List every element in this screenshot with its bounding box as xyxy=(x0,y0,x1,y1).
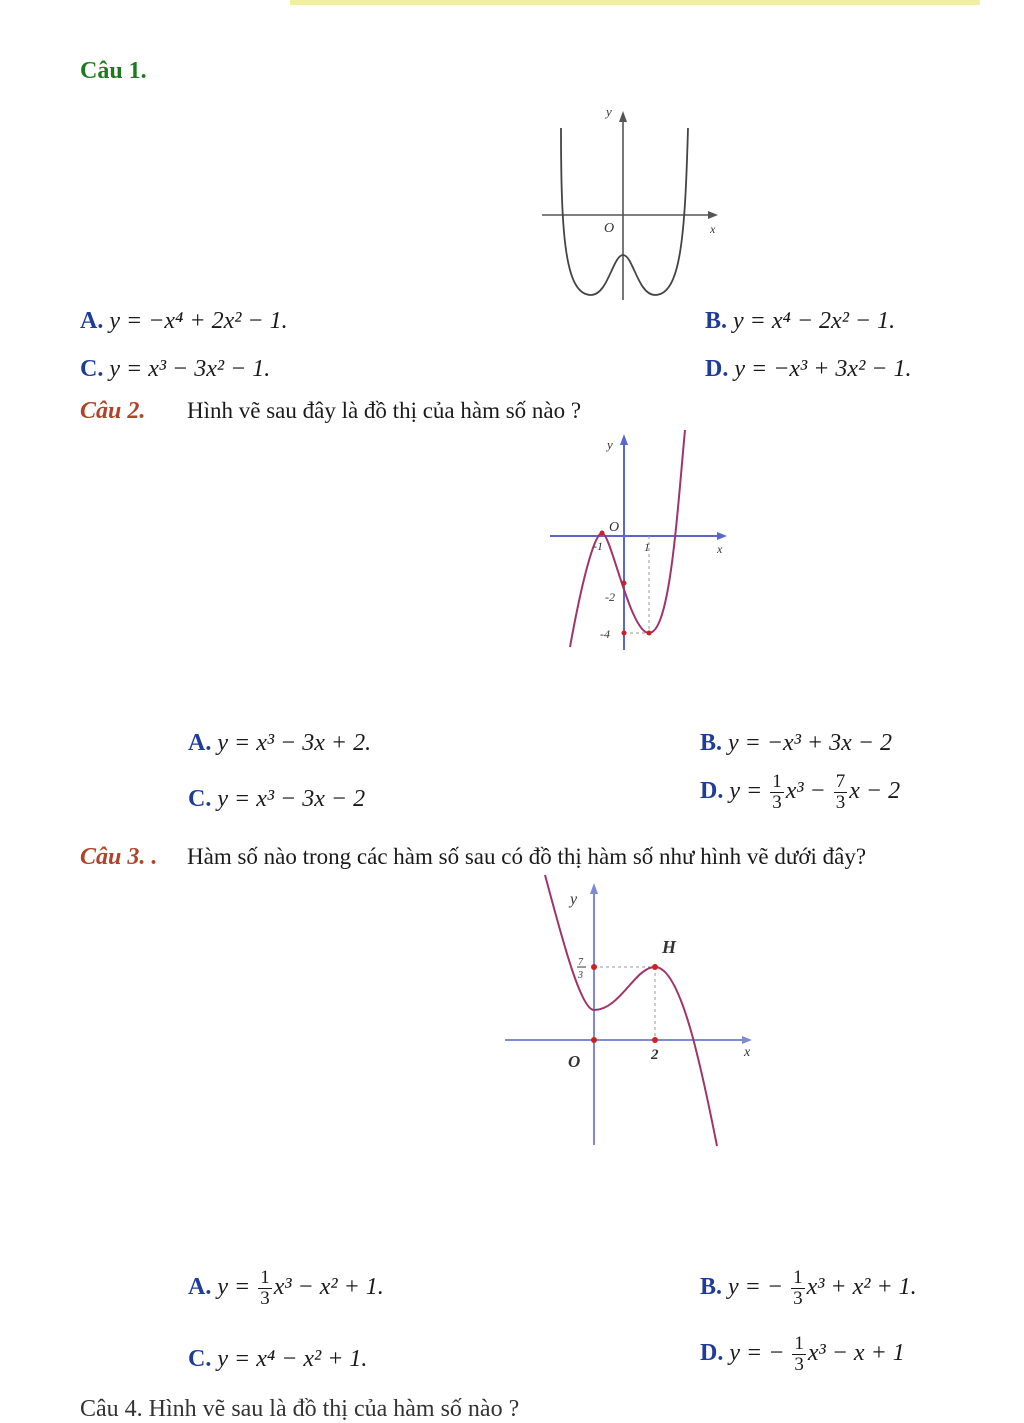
q2-option-d-frac1-num: 1 xyxy=(772,771,782,792)
q3-option-d-frac-den: 3 xyxy=(794,1354,804,1375)
q3-option-d-pre: y = − xyxy=(729,1340,785,1367)
q2-point-min xyxy=(647,631,652,636)
q3-option-d-label: D. xyxy=(700,1340,724,1367)
q1-title: Câu 1. xyxy=(80,58,147,84)
q3-point-h xyxy=(652,964,658,970)
q1-option-d-label: D. xyxy=(705,356,729,382)
q3-option-d-frac-num: 1 xyxy=(794,1333,804,1354)
q1-option-b[interactable] xyxy=(705,308,895,335)
q2-option-b-expr: y = −x³ + 3x − 2 xyxy=(728,730,892,756)
q3-question-text: Hàm số nào trong các hàm số sau có đồ thị hàm số như hình vẽ dưới đây? xyxy=(187,844,867,869)
q3-option-d-frac xyxy=(792,1334,806,1375)
q3-option-b-frac-den: 3 xyxy=(793,1288,803,1309)
q2-question-text: Hình vẽ sau đây là đồ thị của hàm số nào ? xyxy=(187,398,582,423)
q1-origin-label: O xyxy=(604,221,615,236)
q3-option-c[interactable] xyxy=(188,1346,367,1373)
q1-option-c-expr: y = x³ − 3x² − 1. xyxy=(109,356,271,382)
q3-option-b-post: x³ + x² + 1. xyxy=(806,1274,917,1301)
q4-partial-text: Câu 4. Hình vẽ sau là đồ thị của hàm số nào ? xyxy=(80,1396,520,1422)
q2-option-a-label: A. xyxy=(188,730,212,756)
q1-x-arrow xyxy=(708,211,718,219)
q2-option-a-expr: y = x³ − 3x + 2. xyxy=(217,730,372,756)
q3-x-arrow xyxy=(742,1036,752,1044)
q2-title: Câu 2. xyxy=(80,398,146,424)
q3-graph xyxy=(500,870,770,1155)
q2-option-d-frac2-den: 3 xyxy=(835,792,846,813)
q2-point-ym4 xyxy=(622,631,627,636)
q2-option-d-frac2-num: 7 xyxy=(835,771,846,792)
q2-option-b[interactable] xyxy=(700,730,892,757)
q2-y-arrow xyxy=(620,434,628,445)
q3-x-label: x xyxy=(744,1045,751,1060)
q2-option-c-expr: y = x³ − 3x − 2 xyxy=(217,786,366,812)
q1-option-b-expr: y = x⁴ − 2x² − 1. xyxy=(733,308,896,334)
q3-frac-den: 3 xyxy=(578,970,583,981)
q3-option-b-frac-num: 1 xyxy=(793,1267,803,1288)
q1-y-arrow xyxy=(619,111,627,122)
q3-tick-2: 2 xyxy=(651,1047,659,1063)
q1-option-a-label: A. xyxy=(80,308,104,334)
q3-curve xyxy=(545,875,717,1146)
q2-origin-label: O xyxy=(609,520,620,535)
q2-graph xyxy=(545,425,745,660)
q1-option-d[interactable] xyxy=(705,356,911,383)
q1-option-b-label: B. xyxy=(705,308,728,334)
q3-option-a-label: A. xyxy=(188,1274,212,1301)
q3-y-label: y xyxy=(570,891,578,908)
q2-tick-1: 1 xyxy=(644,540,650,554)
q3-option-d-post: x³ − x + 1 xyxy=(807,1340,905,1367)
q2-option-d-mid: x³ − xyxy=(785,778,826,805)
q1-option-a[interactable] xyxy=(80,308,288,335)
q3-option-b-frac xyxy=(791,1268,805,1309)
q2-tick-m4: -4 xyxy=(600,627,610,641)
q3-option-c-expr: y = x⁴ − x² + 1. xyxy=(217,1346,368,1372)
q2-option-a[interactable] xyxy=(188,730,371,757)
q3-option-b[interactable] xyxy=(700,1268,917,1309)
q3-point-x2 xyxy=(652,1037,658,1043)
q1-curve xyxy=(561,128,688,295)
q3-option-d[interactable] xyxy=(700,1334,905,1375)
q3-frac-num: 7 xyxy=(578,957,583,968)
q3-option-b-pre: y = − xyxy=(728,1274,784,1301)
q2-option-d-frac2 xyxy=(834,772,848,813)
q3-origin-label: O xyxy=(568,1052,581,1071)
q3-option-a-frac xyxy=(258,1268,272,1309)
q3-h-label: H xyxy=(662,937,677,957)
q3-point-origin xyxy=(591,1037,597,1043)
q2-tick-m2: -2 xyxy=(605,590,615,604)
q1-option-d-expr: y = −x³ + 3x² − 1. xyxy=(734,356,912,382)
top-highlight-bar xyxy=(290,0,980,5)
q2-option-b-label: B. xyxy=(700,730,723,756)
q3-option-a-frac-den: 3 xyxy=(260,1288,270,1309)
q4-partial-line xyxy=(0,1396,1024,1422)
q3-option-b-label: B. xyxy=(700,1274,723,1301)
q3-option-a-frac-num: 1 xyxy=(260,1267,270,1288)
q2-x-arrow xyxy=(717,532,727,540)
q1-graph xyxy=(538,95,728,305)
q2-option-c-label: C. xyxy=(188,786,212,812)
q2-option-d[interactable] xyxy=(700,772,900,813)
q1-option-a-expr: y = −x⁴ + 2x² − 1. xyxy=(109,308,288,334)
q1-option-c-label: C. xyxy=(80,356,104,382)
q3-option-a[interactable] xyxy=(188,1268,384,1309)
q2-tick-m1: -1 xyxy=(593,539,603,553)
q2-option-d-label: D. xyxy=(700,778,724,805)
q2-option-d-frac1-den: 3 xyxy=(772,792,782,813)
q3-y-arrow xyxy=(590,883,598,894)
q2-x-label: x xyxy=(717,542,723,556)
q2-point-intercept xyxy=(622,581,627,586)
q3-title: Câu 3. . xyxy=(80,844,158,870)
q2-option-d-post: x − 2 xyxy=(849,778,901,805)
q3-point-y73 xyxy=(591,964,597,970)
q3-option-a-post: x³ − x² + 1. xyxy=(273,1274,384,1301)
q1-option-c[interactable] xyxy=(80,356,270,383)
q3-option-c-label: C. xyxy=(188,1346,212,1372)
q2-point-max xyxy=(600,531,605,536)
q3-option-a-pre: y = xyxy=(217,1274,251,1301)
q1-y-label: y xyxy=(606,104,612,119)
q2-y-label: y xyxy=(607,437,613,452)
q2-option-d-pre: y = xyxy=(729,778,763,805)
q2-option-d-frac1 xyxy=(770,772,784,813)
q1-x-label: x xyxy=(710,222,716,236)
q2-curve xyxy=(570,430,685,647)
q2-option-c[interactable] xyxy=(188,786,365,813)
